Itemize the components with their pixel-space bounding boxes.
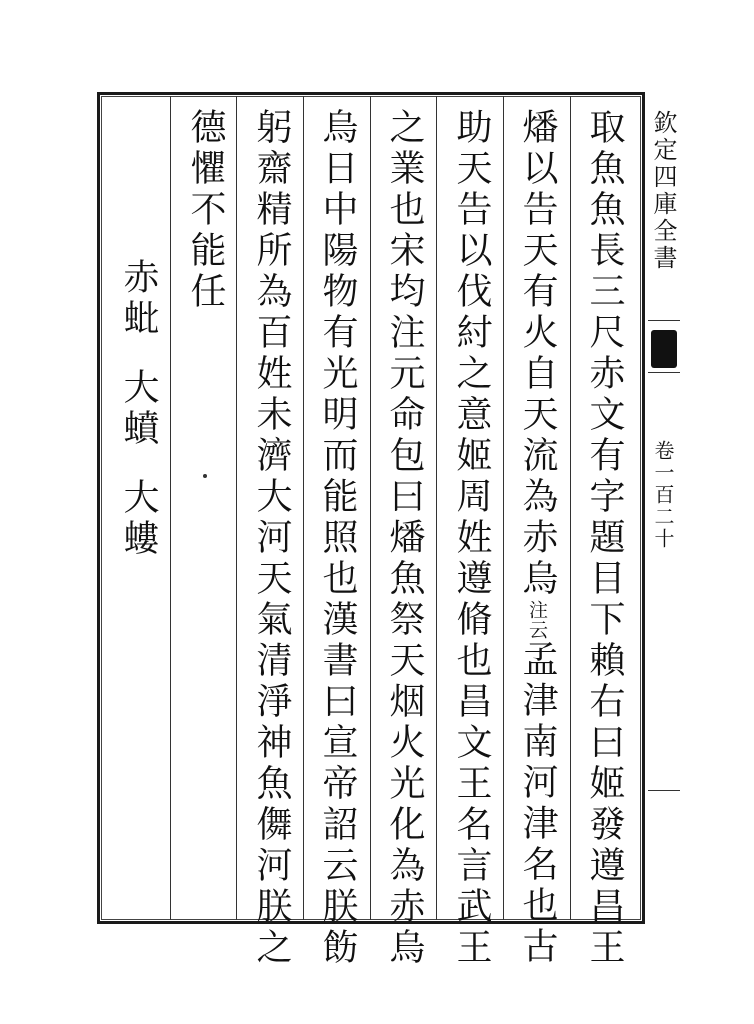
margin-divider bbox=[648, 790, 680, 791]
column-rule bbox=[370, 96, 371, 920]
fish-tail-mark-icon bbox=[651, 330, 677, 368]
entry-heading-2: 大蟦 bbox=[118, 368, 159, 450]
column-text: 孟津南河津名也古 bbox=[517, 640, 558, 968]
annotation-note: 注云 bbox=[526, 600, 548, 640]
book-title: 欽定四庫全書 bbox=[649, 110, 677, 272]
text-column-2 bbox=[515, 108, 559, 968]
column-text: 燔以告天有火自天流為赤烏 bbox=[517, 108, 558, 600]
text-column-1: 取魚魚長三尺赤文有字題目下賴右曰姬發遵昌王 bbox=[584, 108, 625, 969]
page-border-inner bbox=[101, 96, 641, 920]
column-rule bbox=[570, 96, 571, 920]
text-column-7: 德懼不能任 bbox=[185, 108, 226, 313]
text-column-3: 助天告以伐紂之意姬周姓遵脩也昌文王名言武王 bbox=[451, 108, 492, 969]
entry-heading-1: 赤蚍 bbox=[118, 258, 159, 340]
margin-divider bbox=[648, 320, 680, 321]
text-column-4: 之業也宋均注元命包曰燔魚祭天烟火光化為赤烏 bbox=[384, 108, 425, 969]
text-column-5: 烏日中陽物有光明而能照也漢書曰宣帝詔云朕飭 bbox=[317, 108, 358, 969]
entry-heading-3: 大螻 bbox=[118, 478, 159, 560]
column-rule bbox=[503, 96, 504, 920]
margin-divider bbox=[648, 372, 680, 373]
text-column-6: 躬齋精所為百姓未濟大河天氣清淨神魚儛河朕之 bbox=[251, 108, 292, 969]
column-rule bbox=[436, 96, 437, 920]
column-rule bbox=[170, 96, 171, 920]
column-rule bbox=[303, 96, 304, 920]
column-rule bbox=[236, 96, 237, 920]
volume-number: 卷一百二十 bbox=[651, 440, 675, 550]
ink-dot bbox=[203, 474, 207, 478]
